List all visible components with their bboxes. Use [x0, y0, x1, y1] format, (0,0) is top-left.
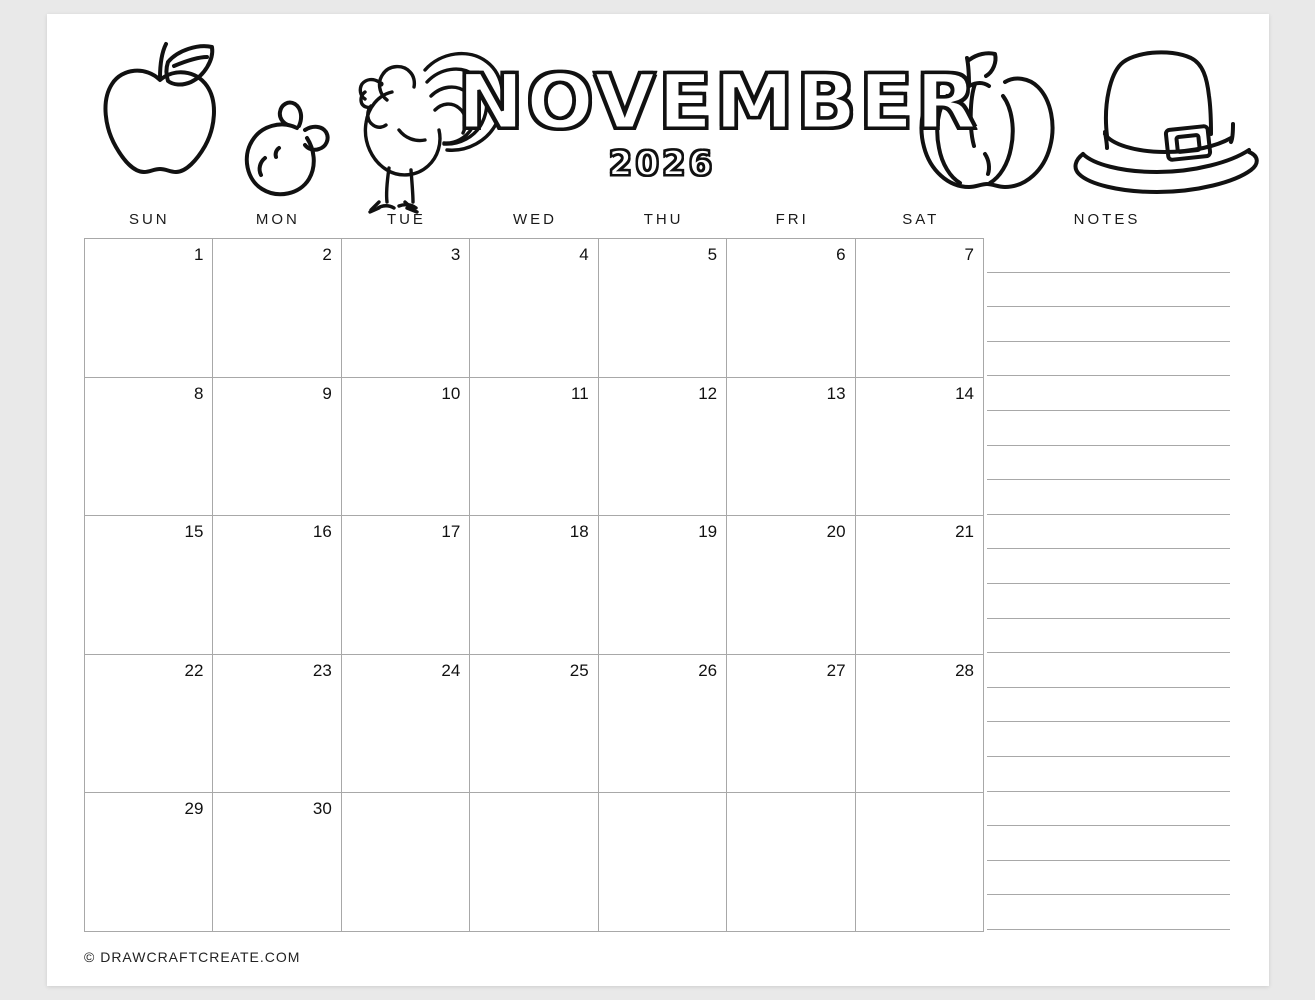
day-number: 18	[569, 522, 589, 542]
note-line[interactable]	[987, 515, 1230, 550]
day-cell[interactable]	[213, 239, 341, 378]
note-line[interactable]	[987, 826, 1230, 861]
day-number: 5	[707, 245, 718, 264]
day-number: 3	[450, 245, 461, 264]
year-title: 2026	[608, 144, 716, 185]
day-cell[interactable]	[470, 239, 598, 378]
day-cell[interactable]	[727, 793, 855, 932]
note-line[interactable]	[987, 549, 1230, 584]
day-cell[interactable]	[213, 793, 341, 932]
day-number: 29	[184, 799, 204, 819]
note-line[interactable]	[987, 792, 1230, 827]
day-number: 23	[312, 660, 332, 680]
day-number: 9	[322, 383, 332, 403]
weekday-sat: SAT	[902, 211, 940, 228]
day-number: 22	[184, 660, 204, 680]
month-title: NOVEMBER	[457, 57, 980, 146]
day-number: 25	[569, 660, 589, 680]
day-cell[interactable]	[85, 655, 213, 794]
note-line[interactable]	[987, 861, 1230, 896]
day-cell[interactable]	[599, 239, 727, 378]
day-cell[interactable]	[470, 655, 598, 794]
day-number: 11	[571, 383, 589, 403]
weekday-mon: MON	[255, 211, 300, 228]
day-cell[interactable]	[342, 378, 470, 517]
day-number: 10	[441, 383, 461, 403]
note-line[interactable]	[987, 722, 1230, 757]
day-number: 1	[193, 245, 204, 264]
day-cell[interactable]	[213, 378, 341, 517]
day-cell[interactable]	[599, 378, 727, 517]
day-number: 19	[698, 522, 718, 542]
day-cell[interactable]	[342, 516, 470, 655]
day-cell[interactable]	[856, 516, 984, 655]
day-cell[interactable]	[599, 516, 727, 655]
pilgrim-hat-illustration	[1047, 32, 1277, 212]
note-line[interactable]	[987, 411, 1230, 446]
day-number: 20	[826, 522, 846, 542]
day-number: 6	[836, 245, 846, 264]
note-line[interactable]	[987, 619, 1230, 654]
day-cell[interactable]	[599, 655, 727, 794]
day-number: 26	[698, 660, 718, 680]
day-number: 4	[579, 245, 589, 264]
day-cell[interactable]	[856, 793, 984, 932]
note-line[interactable]	[987, 653, 1230, 688]
day-number: 12	[698, 383, 718, 403]
day-cell[interactable]	[856, 378, 984, 517]
day-number: 16	[312, 522, 332, 542]
note-line[interactable]	[987, 342, 1230, 377]
day-cell[interactable]	[727, 516, 855, 655]
day-cell[interactable]	[470, 793, 598, 932]
day-number: 13	[826, 383, 846, 403]
day-number: 24	[441, 660, 461, 680]
day-number: 14	[955, 383, 974, 403]
weekday-tue: TUE	[386, 211, 426, 228]
day-cell[interactable]	[727, 655, 855, 794]
day-cell[interactable]	[85, 516, 213, 655]
day-cell[interactable]	[470, 378, 598, 517]
weekday-thu: THU	[643, 211, 684, 228]
day-cell[interactable]	[213, 516, 341, 655]
weekday-wed: WED	[513, 211, 558, 228]
day-number: 15	[184, 522, 204, 542]
note-line[interactable]	[987, 446, 1230, 481]
day-cell[interactable]	[342, 793, 470, 932]
day-number: 17	[441, 522, 461, 542]
day-cell[interactable]	[85, 793, 213, 932]
note-line[interactable]	[987, 376, 1230, 411]
day-cell[interactable]	[470, 516, 598, 655]
day-number: 30	[312, 799, 332, 819]
day-cell[interactable]	[599, 793, 727, 932]
title-block	[457, 57, 980, 185]
footer-copyright: © DRAWCRAFTCREATE.COM	[84, 949, 301, 965]
day-cell[interactable]	[85, 378, 213, 517]
day-number: 28	[955, 660, 974, 680]
calendar-sheet	[47, 14, 1269, 986]
day-number: 8	[193, 383, 204, 403]
day-number: 27	[826, 660, 846, 680]
day-number: 7	[964, 245, 974, 264]
day-cell[interactable]	[856, 239, 984, 378]
note-line[interactable]	[987, 238, 1230, 273]
note-line[interactable]	[987, 895, 1230, 930]
day-cell[interactable]	[856, 655, 984, 794]
day-number: 2	[322, 245, 332, 264]
note-line[interactable]	[987, 273, 1230, 308]
day-number: 21	[955, 522, 974, 542]
note-line[interactable]	[987, 307, 1230, 342]
weekday-header-row	[85, 211, 985, 228]
day-cell[interactable]	[85, 239, 213, 378]
notes-area[interactable]	[987, 238, 1230, 932]
note-line[interactable]	[987, 688, 1230, 723]
calendar-header	[47, 14, 1269, 204]
day-cell[interactable]	[727, 378, 855, 517]
day-cell[interactable]	[342, 239, 470, 378]
weekday-sun: SUN	[128, 211, 170, 228]
weekday-fri: FRI	[775, 211, 809, 228]
note-line[interactable]	[987, 480, 1230, 515]
note-line[interactable]	[987, 584, 1230, 619]
day-cell[interactable]	[213, 655, 341, 794]
day-cell[interactable]	[342, 655, 470, 794]
notes-header: NOTES	[1073, 211, 1141, 228]
apple-illustration	[75, 32, 245, 197]
calendar-grid	[84, 238, 984, 932]
day-cell[interactable]	[727, 239, 855, 378]
note-line[interactable]	[987, 757, 1230, 792]
